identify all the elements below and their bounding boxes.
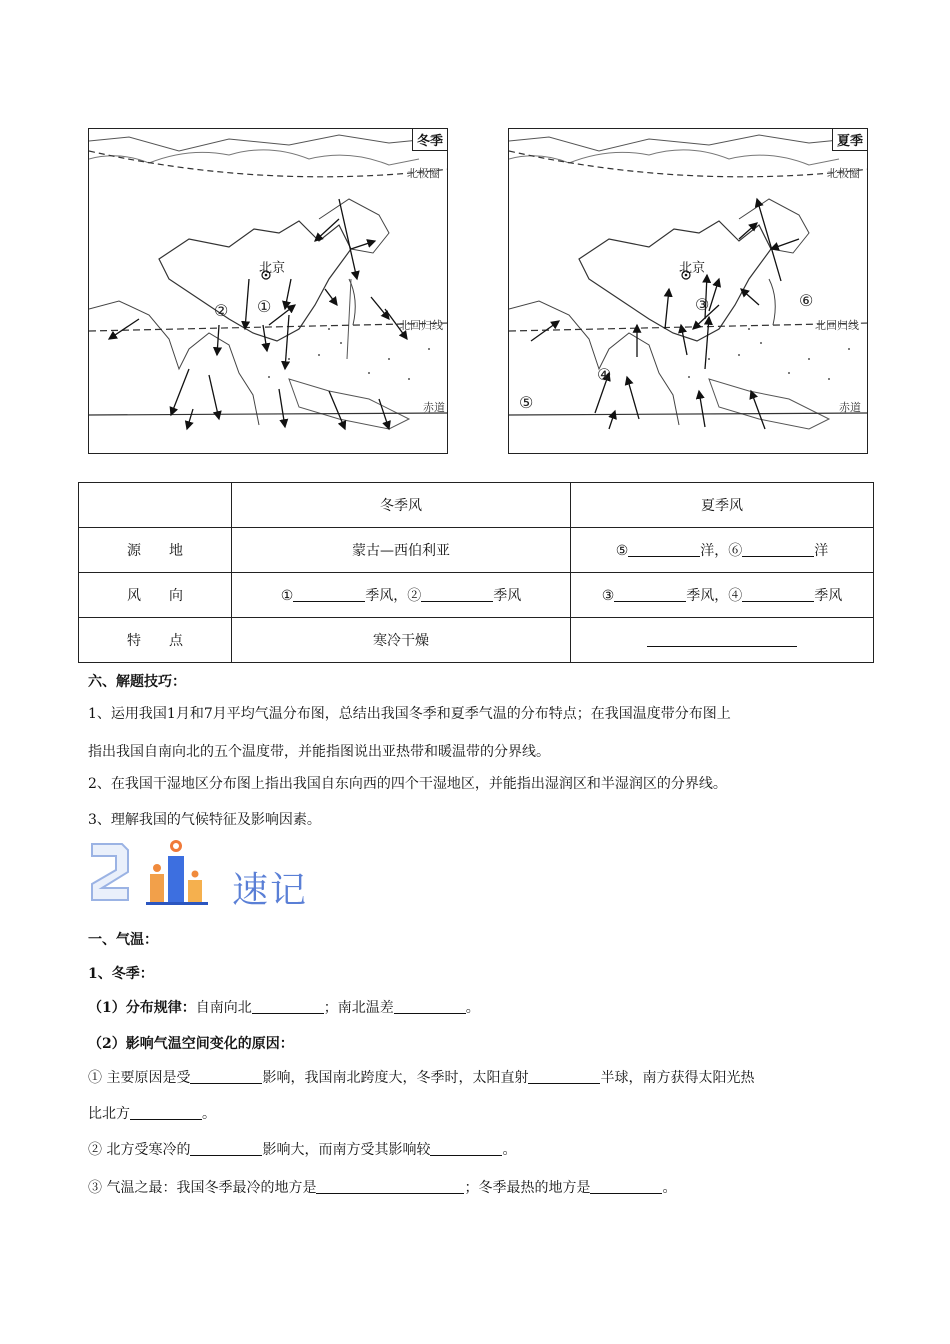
answer-blank[interactable] xyxy=(394,999,466,1014)
table-header-cell xyxy=(79,483,232,528)
table-header-cell: 冬季风 xyxy=(232,483,571,528)
winter-monsoon-map xyxy=(88,128,448,454)
reason-text: ② 北方受寒冷的 xyxy=(88,1142,191,1158)
reason-1-line-2 xyxy=(88,1104,216,1124)
answer-blank[interactable] xyxy=(190,1141,262,1156)
table-cell xyxy=(571,573,874,618)
section-heading: 一、气温： xyxy=(88,932,158,948)
reason-text: 。 xyxy=(202,1106,216,1122)
tip-3: 3、理解我国的气候特征及影响因素。 xyxy=(88,812,321,828)
answer-blank[interactable] xyxy=(590,1179,662,1194)
sub-heading-winter: 1、冬季： xyxy=(88,966,154,982)
equator-label: 赤道 xyxy=(423,401,445,414)
reason-text: 。 xyxy=(502,1142,517,1158)
marker-3: ③ xyxy=(695,295,710,314)
answer-blank[interactable] xyxy=(647,632,797,647)
cell-text: 季风，④ xyxy=(686,588,743,604)
summer-map-drawing xyxy=(509,129,868,454)
cell-text: 季风，② xyxy=(365,588,422,604)
reason-text: ；冬季最热的地方是 xyxy=(464,1180,591,1196)
answer-blank[interactable] xyxy=(421,587,493,602)
row-label: 源 地 xyxy=(79,528,232,573)
table-cell xyxy=(571,618,874,663)
reason-3 xyxy=(88,1178,676,1198)
question-label: （1）分布规律： xyxy=(88,1000,196,1016)
marker-4: ④ xyxy=(597,365,612,384)
table-row xyxy=(79,528,874,573)
arctic-circle-label: 北极圈 xyxy=(827,167,860,180)
tropic-label: 北回归线 xyxy=(399,319,443,332)
winter-map-drawing xyxy=(89,129,448,454)
tip-1-line-2: 指出我国自南向北的五个温度带，并能指图说出亚热带和暖温带的分界线。 xyxy=(88,744,550,760)
answer-blank[interactable] xyxy=(130,1105,202,1120)
answer-blank[interactable] xyxy=(190,1069,262,1084)
marker-5: ⑤ xyxy=(519,393,534,412)
beijing-label: 北京 xyxy=(679,261,706,276)
answer-blank[interactable] xyxy=(528,1069,600,1084)
table-row xyxy=(79,618,874,663)
answer-blank[interactable] xyxy=(430,1141,502,1156)
cell-text: 洋 xyxy=(814,543,829,559)
answer-blank[interactable] xyxy=(316,1179,464,1194)
marker-6: ⑥ xyxy=(799,291,814,310)
answer-blank[interactable] xyxy=(252,999,324,1014)
question-text: 。 xyxy=(465,1000,480,1016)
answer-blank[interactable] xyxy=(293,587,365,602)
reason-text: 影响大，而南方受其影响较 xyxy=(262,1142,431,1158)
reason-text: ③ 气温之最：我国冬季最冷的地方是 xyxy=(88,1180,317,1196)
table-cell xyxy=(571,528,874,573)
tips-heading: 六、解题技巧： xyxy=(88,674,186,690)
tropic-label: 北回归线 xyxy=(815,319,859,332)
row-label: 风 向 xyxy=(79,573,232,618)
reason-text: ① 主要原因是受 xyxy=(88,1070,191,1086)
cell-text: 季风 xyxy=(814,588,843,604)
table-cell: 蒙古—西伯利亚 xyxy=(232,528,571,573)
cell-text: ③ xyxy=(601,588,615,604)
table-header-cell: 夏季风 xyxy=(571,483,874,528)
answer-blank[interactable] xyxy=(614,587,686,602)
reason-text: 。 xyxy=(662,1180,677,1196)
cell-text: ① xyxy=(280,588,294,604)
map-season-label: 冬季 xyxy=(412,129,447,151)
table-cell xyxy=(232,573,571,618)
question-2: （2）影响气温空间变化的原因： xyxy=(88,1036,294,1052)
cell-text: 洋，⑥ xyxy=(700,543,743,559)
map-season-label: 夏季 xyxy=(832,129,867,151)
answer-blank[interactable] xyxy=(742,542,814,557)
cell-text: 季风 xyxy=(493,588,522,604)
cell-text: ⑤ xyxy=(615,543,629,559)
question-text: ；南北温差 xyxy=(323,1000,394,1016)
marker-2: ② xyxy=(214,301,229,320)
summer-monsoon-map xyxy=(508,128,868,454)
marker-1: ① xyxy=(257,297,272,316)
reason-1-line-1 xyxy=(88,1068,754,1088)
answer-blank[interactable] xyxy=(628,542,700,557)
table-cell: 寒冷干燥 xyxy=(232,618,571,663)
beijing-label: 北京 xyxy=(259,261,286,276)
tip-1-line-1: 1、运用我国1月和7月平均气温分布图，总结出我国冬季和夏季气温的分布特点；在我国温度带分布图上 xyxy=(88,706,731,722)
reason-text: 半球，南方获得太阳光热 xyxy=(600,1070,755,1086)
reason-2 xyxy=(88,1140,516,1160)
question-1 xyxy=(88,998,480,1018)
logo-title: 速记 xyxy=(232,870,309,911)
row-label: 特 点 xyxy=(79,618,232,663)
monsoon-table xyxy=(78,482,874,663)
answer-blank[interactable] xyxy=(742,587,814,602)
tip-2: 2、在我国干湿地区分布图上指出我国自东向西的四个干湿地区，并能指出湿润区和半湿润区的分界线。 xyxy=(88,776,727,792)
reason-text: 比北方 xyxy=(88,1106,130,1122)
table-header-row xyxy=(79,483,874,528)
table-row xyxy=(79,573,874,618)
arctic-circle-label: 北极圈 xyxy=(407,167,440,180)
question-text: 自南向北 xyxy=(195,1000,252,1016)
equator-label: 赤道 xyxy=(839,401,861,414)
reason-text: 影响，我国南北跨度大，冬季时，太阳直射 xyxy=(262,1070,529,1086)
